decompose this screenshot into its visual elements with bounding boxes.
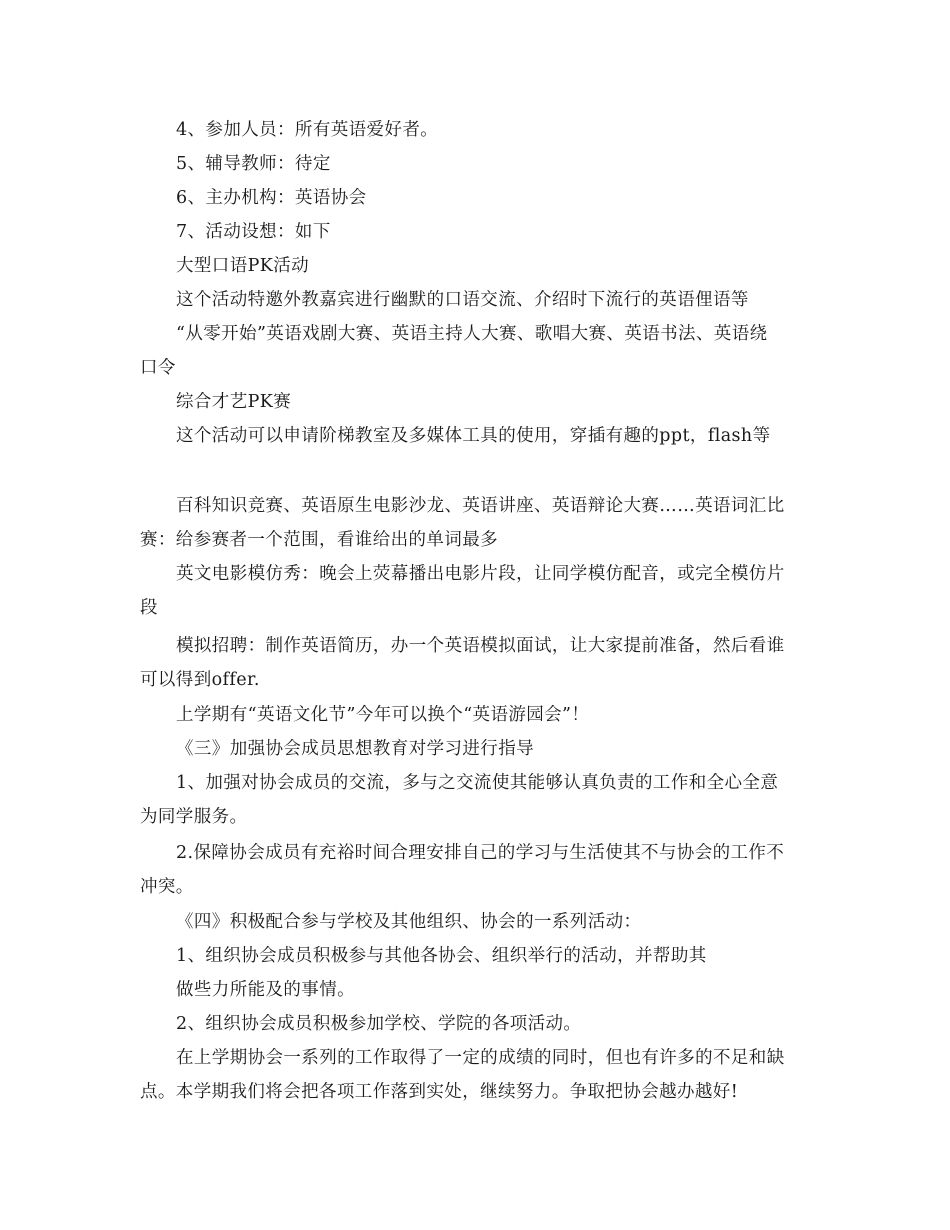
paragraph-line: 这个活动特邀外教嘉宾进行幽默的口语交流、介绍时下流行的英语俚语等 [176, 290, 749, 310]
paragraph-line: 这个活动可以申请阶梯教室及多媒体工具的使用，穿插有趣的ppt，flash等 [176, 426, 771, 446]
paragraph-line: “从零开始”英语戏剧大赛、英语主持人大赛、歌唱大赛、英语书法、英语绕 [176, 324, 768, 344]
paragraph-line: 1、加强对协会成员的交流，多与之交流使其能够认真负责的工作和全心全意 [176, 773, 779, 793]
paragraph-line: 模拟招聘：制作英语简历，办一个英语模拟面试，让大家提前准备，然后看谁 [176, 636, 785, 656]
paragraph-line: 口令 [140, 358, 176, 378]
paragraph-line: 做些力所能及的事情。 [176, 980, 355, 1000]
paragraph-line: 可以得到offer. [140, 670, 260, 690]
paragraph-line: 英文电影模仿秀：晚会上荧幕播出电影片段，让同学模仿配音，或完全模仿片 [176, 564, 785, 584]
participants-line: 4、参加人员：所有英语爱好者。 [176, 120, 439, 140]
paragraph-line: 1、组织协会成员积极参与其他各协会、组织举行的活动，并帮助其 [176, 946, 707, 966]
activity-plan-line: 7、活动设想：如下 [176, 222, 331, 242]
paragraph-line: 冲突。 [140, 877, 194, 897]
paragraph-line: 在上学期协会一系列的工作取得了一定的成绩的同时，但也有许多的不足和缺 [176, 1048, 785, 1068]
talent-pk-heading: 综合才艺PK赛 [176, 392, 292, 412]
section-four-heading: 《四》积极配合参与学校及其他组织、协会的一系列活动： [176, 912, 642, 932]
oral-pk-heading: 大型口语PK活动 [176, 256, 310, 276]
advisor-line: 5、辅导教师：待定 [176, 154, 331, 174]
paragraph-line: 2.保障协会成员有充裕时间合理安排自己的学习与生活使其不与协会的工作不 [176, 843, 785, 863]
paragraph-line: 赛：给参赛者一个范围，看谁给出的单词最多 [140, 530, 498, 550]
section-three-heading: 《三》加强协会成员思想教育对学习进行指导 [176, 739, 534, 759]
paragraph-line: 百科知识竞赛、英语原生电影沙龙、英语讲座、英语辩论大赛……英语词汇比 [176, 496, 785, 516]
paragraph-line: 段 [140, 598, 158, 618]
paragraph-line: 为同学服务。 [140, 807, 248, 827]
paragraph-line: 2、组织协会成员积极参加学校、学院的各项活动。 [176, 1014, 582, 1034]
paragraph-line: 上学期有“英语文化节”今年可以换个“英语游园会”！ [176, 705, 590, 725]
paragraph-line: 点。本学期我们将会把各项工作落到实处，继续努力。争取把协会越办越好! [140, 1082, 739, 1102]
organizer-line: 6、主办机构：英语协会 [176, 188, 367, 208]
